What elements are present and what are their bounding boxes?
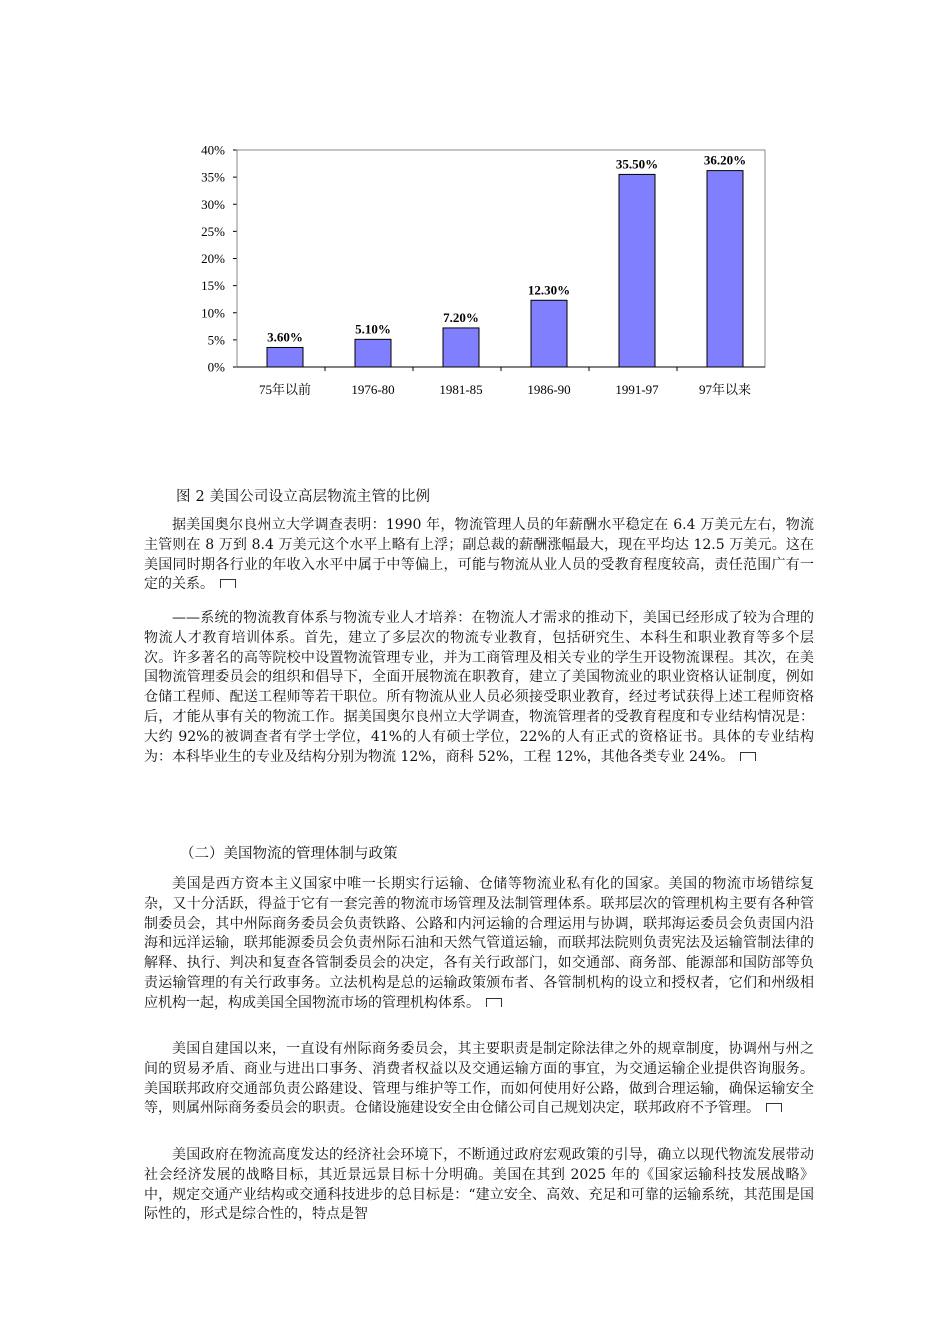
paragraph-commerce-commission bbox=[144, 1040, 814, 1119]
paragraph-management-system bbox=[144, 875, 814, 1014]
paragraph-text: 美国自建国以来，一直设有州际商务委员会，其主要职责是制定除法律之外的规章制度，协调州与州之间的贸易矛盾、商业与进出口事务、消费者权益以及交通运输方面的事宜，为交通运输企业提供咨询服务。美国联邦政府交通部负责公路建设、管理与维护等工作，而如何使用好公路，做到合理运输，确保运输安全等，则属州际商务委员会的职责。仓储设施建设安全由仓储公司自己规划决定，联邦政府不予管理。 bbox=[144, 1041, 814, 1117]
y-tick-label: 15% bbox=[201, 278, 225, 294]
x-tick-label: 1981-85 bbox=[439, 382, 483, 397]
y-tick-label: 10% bbox=[201, 305, 225, 321]
bar-chart bbox=[180, 130, 780, 410]
paragraph-text: ——系统的物流教育体系与物流专业人才培养：在物流人才需求的推动下，美国已经形成了较为合理的物流人才教育培训体系。首先，建立了多层次的物流专业教育，包括研究生、本科生和职业教育等多个层次。许多著名的高等院校中设置物流管理专业，并为工商管理及相关专业的学生开设物流课程。其次，在美国物流管理委员会的组织和倡导下，全面开展物流在职教育，建立了美国物流业的职业资格认证制度，例如仓储工程师、配送工程师等若干职位。所有物流从业人员必须接受职业教育，经过考试获得上述工程师资格后，才能从事有关的物流工作。据美国奥尔良州立大学调查，物流管理者的受教育程度和专业结构情况是：大约 92%的被调查者有学士学位，41%的人有硕士学位，22%的人有正式的资格证书。具体的专业结构为：本科毕业生的专业及结构分别为物流 12%，商科 52%，工程 12%，其他各类专业 24%。 bbox=[144, 610, 814, 765]
paragraph-text: 美国是西方资本主义国家中唯一长期实行运输、仓储等物流业私有化的国家。美国的物流市场错综复杂，又十分活跃，得益于它有一套完善的物流市场管理及法制管理体系。联邦层次的管理机构主要有各种管制委员会，其中州际商务委员会负责铁路、公路和内河运输的合理运用与协调，联邦海运委员会负责国内沿海和远洋运输，联邦能源委员会负责州际石油和天然气管道运输，而联邦法院则负责宪法及运输管制法律的解释、执行、判决和复查各管制委员会的决定，各有关行政部门，如交通部、商务部、能源部和国防部等负责运输管理的有关行政事务。立法机构是总的运输政策颁布者、各管制机构的设立和授权者，它们和州级相应机构一起，构成美国全国物流市场的管理机构体系。 bbox=[144, 876, 814, 1011]
x-tick-label: 97年以来 bbox=[698, 382, 752, 397]
plot-border bbox=[237, 150, 765, 367]
bar bbox=[531, 300, 567, 367]
y-tick-label: 5% bbox=[207, 332, 225, 348]
y-tick-label: 30% bbox=[201, 196, 225, 212]
y-tick-label: 35% bbox=[201, 169, 225, 185]
bar bbox=[355, 339, 391, 367]
data-label: 12.30% bbox=[527, 282, 571, 298]
bar bbox=[707, 171, 743, 367]
y-tick-label: 40% bbox=[201, 142, 225, 158]
bars bbox=[267, 171, 743, 367]
paragraph-mark-icon bbox=[740, 752, 756, 761]
data-label: 5.10% bbox=[355, 321, 391, 337]
paragraph-text: 据美国奥尔良州立大学调查表明：1990 年，物流管理人员的年薪酬水平稳定在 6.4 万美元左右，物流主管则在 8 万到 8.4 万美元这个水平上略有上浮；副总裁的薪酬涨幅最大，现在平均达 12.5 万美元。这在美国同时期各行业的年收入水平中属于中等偏上，可能与物流从业人员的受教育程度较高，责任范围广有一定的关系。 bbox=[144, 517, 814, 593]
paragraph-education bbox=[144, 609, 814, 767]
paragraph-mark-icon bbox=[220, 579, 236, 588]
y-tick-label: 20% bbox=[201, 251, 225, 266]
paragraph-salary bbox=[144, 516, 814, 595]
paragraph-text: 美国政府在物流高度发达的经济社会环境下，不断通过政府宏观政策的引导，确立以现代物流发展带动社会经济发展的战略目标，其近景远景目标十分明确。美国在其到 2025 年的《国家运输科技发展战略》中，规定交通产业结构或交通科技进步的总目标是：“建立安全、高效、充足和可靠的运输系统，其范围是国际性的，形式是综合性的，特点是智 bbox=[144, 1147, 814, 1223]
x-tick-label: 1976-80 bbox=[351, 382, 395, 397]
plot-area bbox=[237, 150, 765, 367]
data-label: 7.20% bbox=[443, 309, 479, 325]
bar bbox=[619, 174, 655, 367]
figure-caption: 图 2 美国公司设立高层物流主管的比例 bbox=[176, 489, 431, 505]
data-labels bbox=[267, 153, 746, 345]
data-label: 36.20% bbox=[703, 152, 747, 168]
paragraph-mark-icon bbox=[766, 1103, 782, 1112]
y-tick-label: 25% bbox=[201, 223, 225, 239]
data-label: 35.50% bbox=[615, 156, 659, 172]
paragraph-policy bbox=[144, 1146, 814, 1225]
x-tick-label: 75年以前 bbox=[258, 382, 312, 397]
x-tick-label: 1991-97 bbox=[615, 382, 659, 397]
y-tick-label: 0% bbox=[207, 359, 225, 375]
section-heading: （二）美国物流的管理体制与政策 bbox=[180, 846, 398, 862]
x-tick-label: 1986-90 bbox=[527, 382, 571, 397]
paragraph-mark-icon bbox=[486, 998, 502, 1007]
y-axis bbox=[201, 143, 237, 375]
bar bbox=[267, 347, 303, 367]
data-label: 3.60% bbox=[267, 329, 303, 345]
bar bbox=[443, 328, 479, 367]
x-axis bbox=[237, 367, 765, 397]
